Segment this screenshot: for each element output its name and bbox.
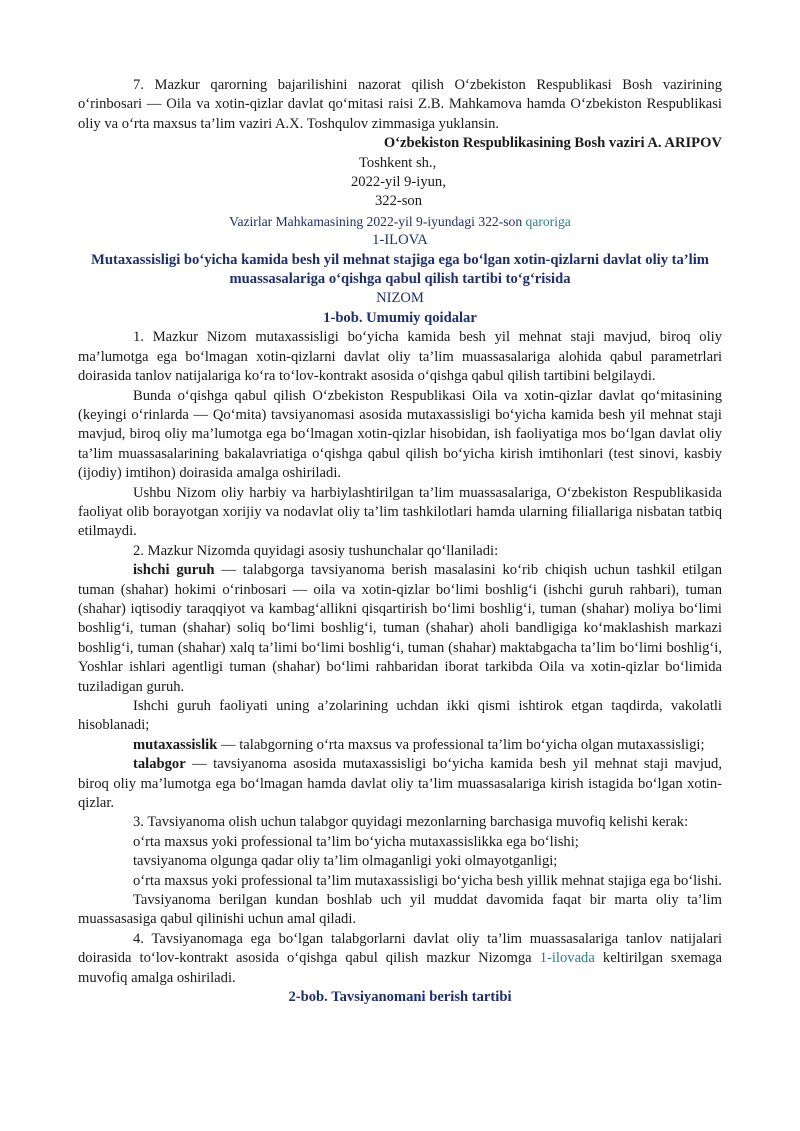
term-ishchi-guruh: ishchi guruh xyxy=(133,562,215,579)
working-group-quorum: Ishchi guruh faoliyati uning a’zolarining uchdan ikki qismi ishtirok etgan taqdirda, vakolatli hisoblanadi; xyxy=(78,698,722,734)
place: Toshkent sh., xyxy=(359,154,437,171)
clause-4 xyxy=(78,930,722,988)
definition-mutaxassislik xyxy=(78,736,722,755)
appendix-1-link[interactable]: 1-ilovada xyxy=(539,950,595,967)
criteria-item: tavsiyanoma olgunga qadar oliy ta’lim olmaganligi yoki olmayotganligi; xyxy=(133,853,558,870)
signature: O‘zbekiston Respublikasining Bosh vaziri A. ARIPOV xyxy=(383,135,722,152)
document-title: Mutaxassisligi bo‘yicha kamida besh yil mehnat stajiga ega bo‘lgan xotin-qizlarni davlat oliy ta’lim muassasalariga o‘qishga qabul qilish tartibi to‘g‘risida xyxy=(91,251,709,288)
decree-number: 322-son xyxy=(375,193,423,210)
appendix-label: 1-ILOVA xyxy=(372,232,428,249)
term-mutaxassislik: mutaxassislik xyxy=(133,736,218,753)
clause-1-paragraph-2: Bunda o‘qishga qabul qilish O‘zbekiston Respublikasi Oila va xotin-qizlar davlat qo‘mitasining (keyingi o‘rinlarda — Qo‘mita) tavsiyanomasi asosida mutaxassisligi bo‘yicha kamida besh yil mehnat staji mavjud, biroq oliy ma’lumotga ega bo‘lmagan xotin-qizlar hisobidan, ish faoliyatiga mos bo‘lgan davlat oliy ta’lim muassasalarining bakalavriatiga o‘qishga qabul qilish bo‘yicha kirish imtihonlari (test sinovi, kasbiy (ijodiy) imtihon) doirasida amalga oshiriladi. xyxy=(78,387,722,482)
term-talabgor: talabgor xyxy=(133,756,186,773)
definition-text: — tavsiyanoma asosida mutaxassisligi bo‘yicha kamida besh yil mehnat staji mavjud, biroq oliy ma’lumotga ega bo‘lmagan hamda davlat oliy ta’lim muassasalariga kirish istagida bo‘lgan xotin-qizlar. xyxy=(78,756,722,812)
decree-link[interactable]: qaroriga xyxy=(525,213,571,229)
clause-1: 1. Mazkur Nizom mutaxassisligi bo‘yicha kamida besh yil mehnat staji mavjud, biroq oliy ma’lumotga ega bo‘lmagan xotin-qizlarni davlat oliy ta’lim muassasalariga alohida qabul parametrlari doirasida tanlov natijalariga ko‘ra to‘lov-kontrakt asosida o‘qishga qabul qilish tartibini belgilaydi. xyxy=(78,329,722,385)
clause-3-paragraph-2: Tavsiyanoma berilgan kundan boshlab uch yil muddat davomida faqat bir marta oliy ta’lim muassasasiga qabul qilinishi uchun amal qiladi. xyxy=(78,892,722,928)
nizom-heading: NIZOM xyxy=(376,290,424,307)
definition-ishchi-guruh xyxy=(78,561,722,697)
definition-text: — talabgorning o‘rta maxsus va professional ta’lim bo‘yicha olgan mutaxassisligi; xyxy=(217,736,705,753)
chapter-2-heading: 2-bob. Tavsiyanomani berish tartibi xyxy=(288,989,512,1006)
clause-1-paragraph-3: Ushbu Nizom oliy harbiy va harbiylashtirilgan ta’lim muassasalariga, O‘zbekiston Respublikasida faoliyat olib borayotgan xorijiy va nodavlat oliy ta’lim tashkilotlari hamda ularning filiallariga nisbatan tatbiq etilmaydi. xyxy=(78,484,722,540)
chapter-1-heading: 1-bob. Umumiy qoidalar xyxy=(323,309,477,326)
date: 2022-yil 9-iyun, xyxy=(351,174,446,191)
appendix-reference xyxy=(78,212,722,231)
clause-4-text: 4. Tavsiyanomaga ega bo‘lgan talabgorlarni davlat oliy ta’lim muassasalariga tanlov natijalari doirasida to‘lov-kontrakt asosida o‘qishga qabul qilish mazkur Nizomga xyxy=(78,930,722,967)
definition-talabgor xyxy=(78,755,722,813)
clause-3: 3. Tavsiyanoma olish uchun talabgor quyidagi mezonlarning barchasiga muvofiq kelishi kerak: xyxy=(133,814,689,831)
criteria-item: o‘rta maxsus yoki professional ta’lim mutaxassisligi bo‘yicha besh yillik mehnat stajiga ega bo‘lishi. xyxy=(133,872,722,889)
criteria-item: o‘rta maxsus yoki professional ta’lim bo‘yicha mutaxassislikka ega bo‘lishi; xyxy=(133,833,579,850)
clause-4-text-end: keltirilgan sxemaga muvofiq amalga oshiriladi. xyxy=(78,950,722,986)
definition-text: — talabgorga tavsiyanoma berish masalasini ko‘rib chiqish uchun tashkil etilgan tuman (shahar) hokimi o‘rinbosari — oila va xotin-qizlar bo‘limi boshlig‘i (ishchi guruh rahbari), tuman (shahar) iqtisodiy taraqqiyot va kambag‘allikni qisqartirish bo‘limi boshlig‘i, tuman (shahar) moliya bo‘limi boshlig‘i, tuman (shahar) soliq bo‘limi boshlig‘i, tuman (shahar) aholi bandligiga ko‘maklashish markazi boshlig‘i, tuman (shahar) xalq ta’limi bo‘limi boshlig‘i, tuman (shahar) maktabgacha ta’lim bo‘limi boshlig‘i, Yoshlar ishlari agentligi tuman (shahar) bo‘limi rahbaridan iborat tarkibda Oila va xotin-qizlar bo‘limida tuziladigan guruh. xyxy=(78,562,722,695)
appendix-reference-text: Vazirlar Mahkamasining 2022-yil 9-iyundagi 322-son xyxy=(229,213,526,229)
paragraph-7: 7. Mazkur qarorning bajarilishini nazorat qilish O‘zbekiston Respublikasi Bosh vazirining o‘rinbosari — Oila va xotin-qizlar davlat qo‘mitasi raisi Z.B. Mahkamova hamda O‘zbekiston Respublikasi oliy va o‘rta maxsus ta’lim vaziri A.X. Toshqulov zimmasiga yuklansin. xyxy=(78,77,722,132)
clause-2: 2. Mazkur Nizomda quyidagi asosiy tushunchalar qo‘llaniladi: xyxy=(133,542,499,559)
